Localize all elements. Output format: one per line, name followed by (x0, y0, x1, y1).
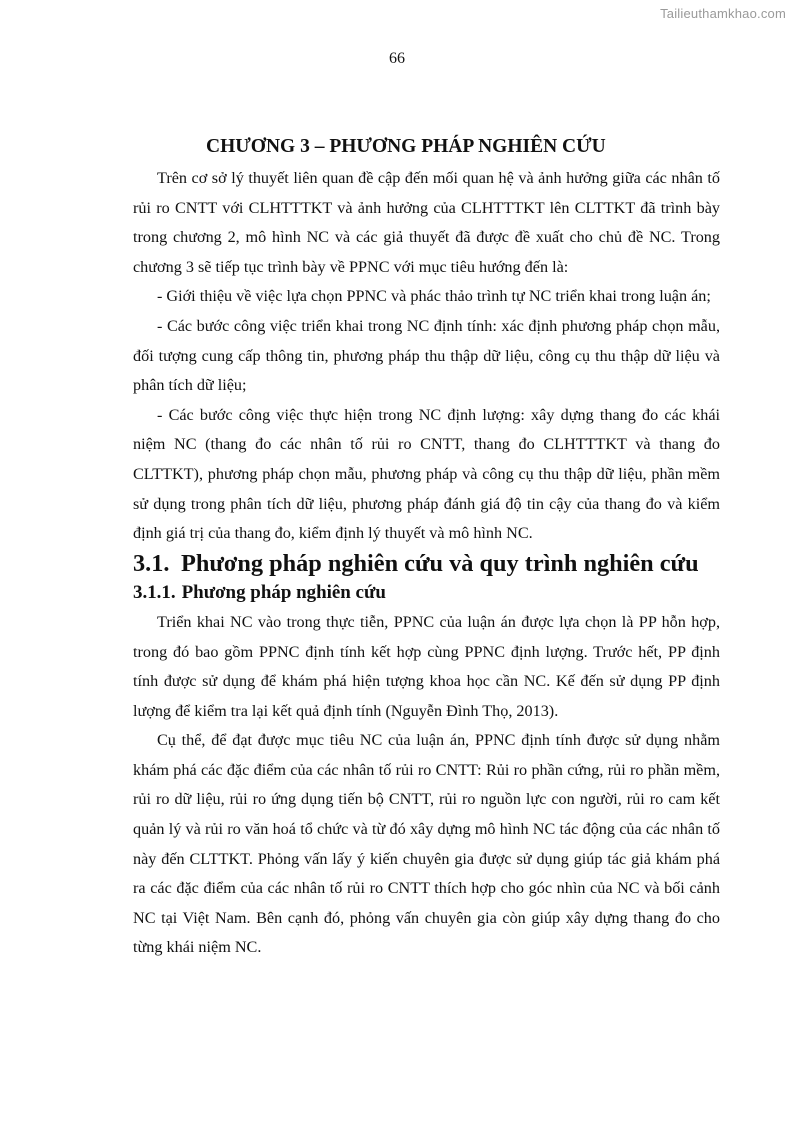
intro-bullet-3: - Các bước công việc thực hiện trong NC định lượng: xây dựng thang đo các khái niệm NC (thang đo các nhân tố rủi ro CNTT, thang đo CLHTTTKT và thang đo CLTTKT), phương pháp chọn mẫu, phương pháp và công cụ thu thập dữ liệu, phần mềm sử dụng trong phân tích dữ liệu, phương pháp đánh giá độ tin cậy của thang đo và kiểm định giá trị của thang đo, kiểm định lý thuyết và mô hình NC. (133, 405, 720, 543)
page-number: 66 (389, 50, 405, 67)
document-body (133, 133, 720, 963)
method-paragraph-1: Triển khai NC vào trong thực tiễn, PPNC của luận án được lựa chọn là PP hỗn hợp, trong đó bao gồm PPNC định tính kết hợp cùng PPNC định lượng. Trước hết, PP định tính được sử dụng để khám phá hiện tượng khoa học cần NC. Kế đến sử dụng PP định lượng để kiểm tra lại kết quả định tính (Nguyễn Đình Thọ, 2013). (133, 612, 720, 720)
section-number: 3.1. (133, 549, 170, 577)
method-paragraph-2: Cụ thể, để đạt được mục tiêu NC của luận án, PPNC định tính được sử dụng nhằm khám phá các đặc điểm của các nhân tố rủi ro CNTT: Rủi ro phần cứng, rủi ro phần mềm, rủi ro dữ liệu, rủi ro ứng dụng tiến bộ CNTT, rủi ro nguồn lực con người, rủi ro cam kết quản lý và rủi ro văn hoá tổ chức và từ đó xây dựng mô hình NC tác động của các nhân tố này đến CLTTKT. Phỏng vấn lấy ý kiến chuyên gia được sử dụng giúp tác giả khám phá ra các đặc điểm của các nhân tố rủi ro CNTT thích hợp cho góc nhìn của NC và bối cảnh NC tại Việt Nam. Bên cạnh đó, phỏng vấn chuyên gia còn giúp xây dựng thang đo cho từng khái niệm NC. (133, 731, 720, 957)
watermark: Tailieuthamkhao.com (660, 6, 786, 21)
chapter-title: CHƯƠNG 3 – PHƯƠNG PHÁP NGHIÊN CỨU (206, 136, 606, 157)
intro-bullet-2: - Các bước công việc triển khai trong NC định tính: xác định phương pháp chọn mẫu, đối tượng cung cấp thông tin, phương pháp thu thập dữ liệu, công cụ thu thập dữ liệu và phân tích dữ liệu; (133, 316, 720, 395)
section-heading-3-1-1 (133, 578, 720, 608)
subsection-title: Phương pháp nghiên cứu (181, 582, 386, 604)
section-heading-3-1 (133, 549, 720, 579)
intro-bullet-1: - Giới thiệu về việc lựa chọn PPNC và phác thảo trình tự NC triển khai trong luận án; (157, 287, 711, 306)
subsection-number: 3.1.1. (133, 582, 176, 604)
section-title: Phương pháp nghiên cứu và quy trình nghiên cứu (181, 549, 699, 577)
intro-paragraph: Trên cơ sở lý thuyết liên quan đề cập đến mối quan hệ và ảnh hưởng giữa các nhân tố rủi ro CNTT với CLHTTTKT và ảnh hưởng của CLHTTTKT lên CLTTKT đã trình bày trong chương 2, mô hình NC và các giả thuyết đã được đề xuất cho chủ đề NC. Trong chương 3 sẽ tiếp tục trình bày về PPNC với mục tiêu hướng đến là: (133, 169, 720, 276)
